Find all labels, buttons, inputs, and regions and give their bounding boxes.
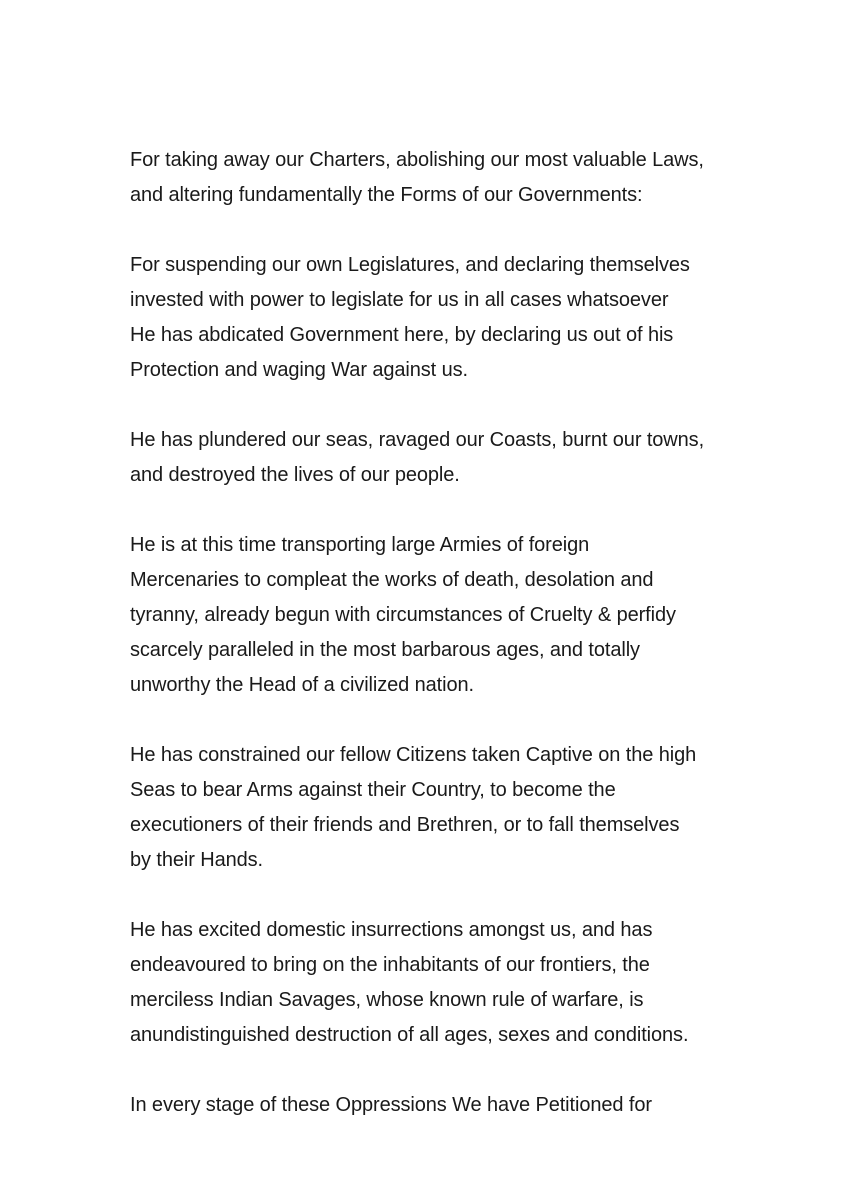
text-line: anundistinguished destruction of all ages, sexes and conditions.: [130, 1024, 689, 1046]
text-line: scarcely paralleled in the most barbarous ages, and totally: [130, 639, 640, 661]
text-line: and altering fundamentally the Forms of our Governments:: [130, 184, 643, 206]
text-line: In every stage of these Oppressions We have Petitioned for: [130, 1094, 652, 1116]
text-line: Mercenaries to compleat the works of death, desolation and: [130, 569, 654, 591]
text-line: Seas to bear Arms against their Country, to become the: [130, 779, 616, 801]
text-line: endeavoured to bring on the inhabitants of our frontiers, the: [130, 954, 650, 976]
text-line: For suspending our own Legislatures, and declaring themselves: [130, 254, 690, 276]
text-line: merciless Indian Savages, whose known rule of warfare, is: [130, 989, 644, 1011]
text-line: He has excited domestic insurrections amongst us, and has: [130, 919, 653, 941]
text-line: He has constrained our fellow Citizens taken Captive on the high: [130, 744, 697, 766]
text-line: by their Hands.: [130, 849, 264, 871]
text-line: Protection and waging War against us.: [130, 359, 468, 381]
paragraph: [130, 143, 750, 213]
text-line: He is at this time transporting large Armies of foreign: [130, 534, 590, 556]
paragraph: [130, 913, 750, 1053]
paragraph: [130, 1088, 750, 1123]
paragraph: [130, 528, 750, 703]
text-line: He has plundered our seas, ravaged our Coasts, burnt our towns,: [130, 429, 705, 451]
text-line: tyranny, already begun with circumstances of Cruelty & perfidy: [130, 604, 676, 626]
paragraph: [130, 423, 750, 493]
text-line: unworthy the Head of a civilized nation.: [130, 674, 474, 696]
paragraph: [130, 738, 750, 878]
text-line: He has abdicated Government here, by declaring us out of his: [130, 324, 674, 346]
text-line: For taking away our Charters, abolishing our most valuable Laws,: [130, 149, 704, 171]
text-line: and destroyed the lives of our people.: [130, 464, 460, 486]
document-body: [130, 143, 750, 1158]
text-line: executioners of their friends and Brethren, or to fall themselves: [130, 814, 680, 836]
paragraph: [130, 248, 750, 388]
text-line: invested with power to legislate for us in all cases whatsoever: [130, 289, 669, 311]
